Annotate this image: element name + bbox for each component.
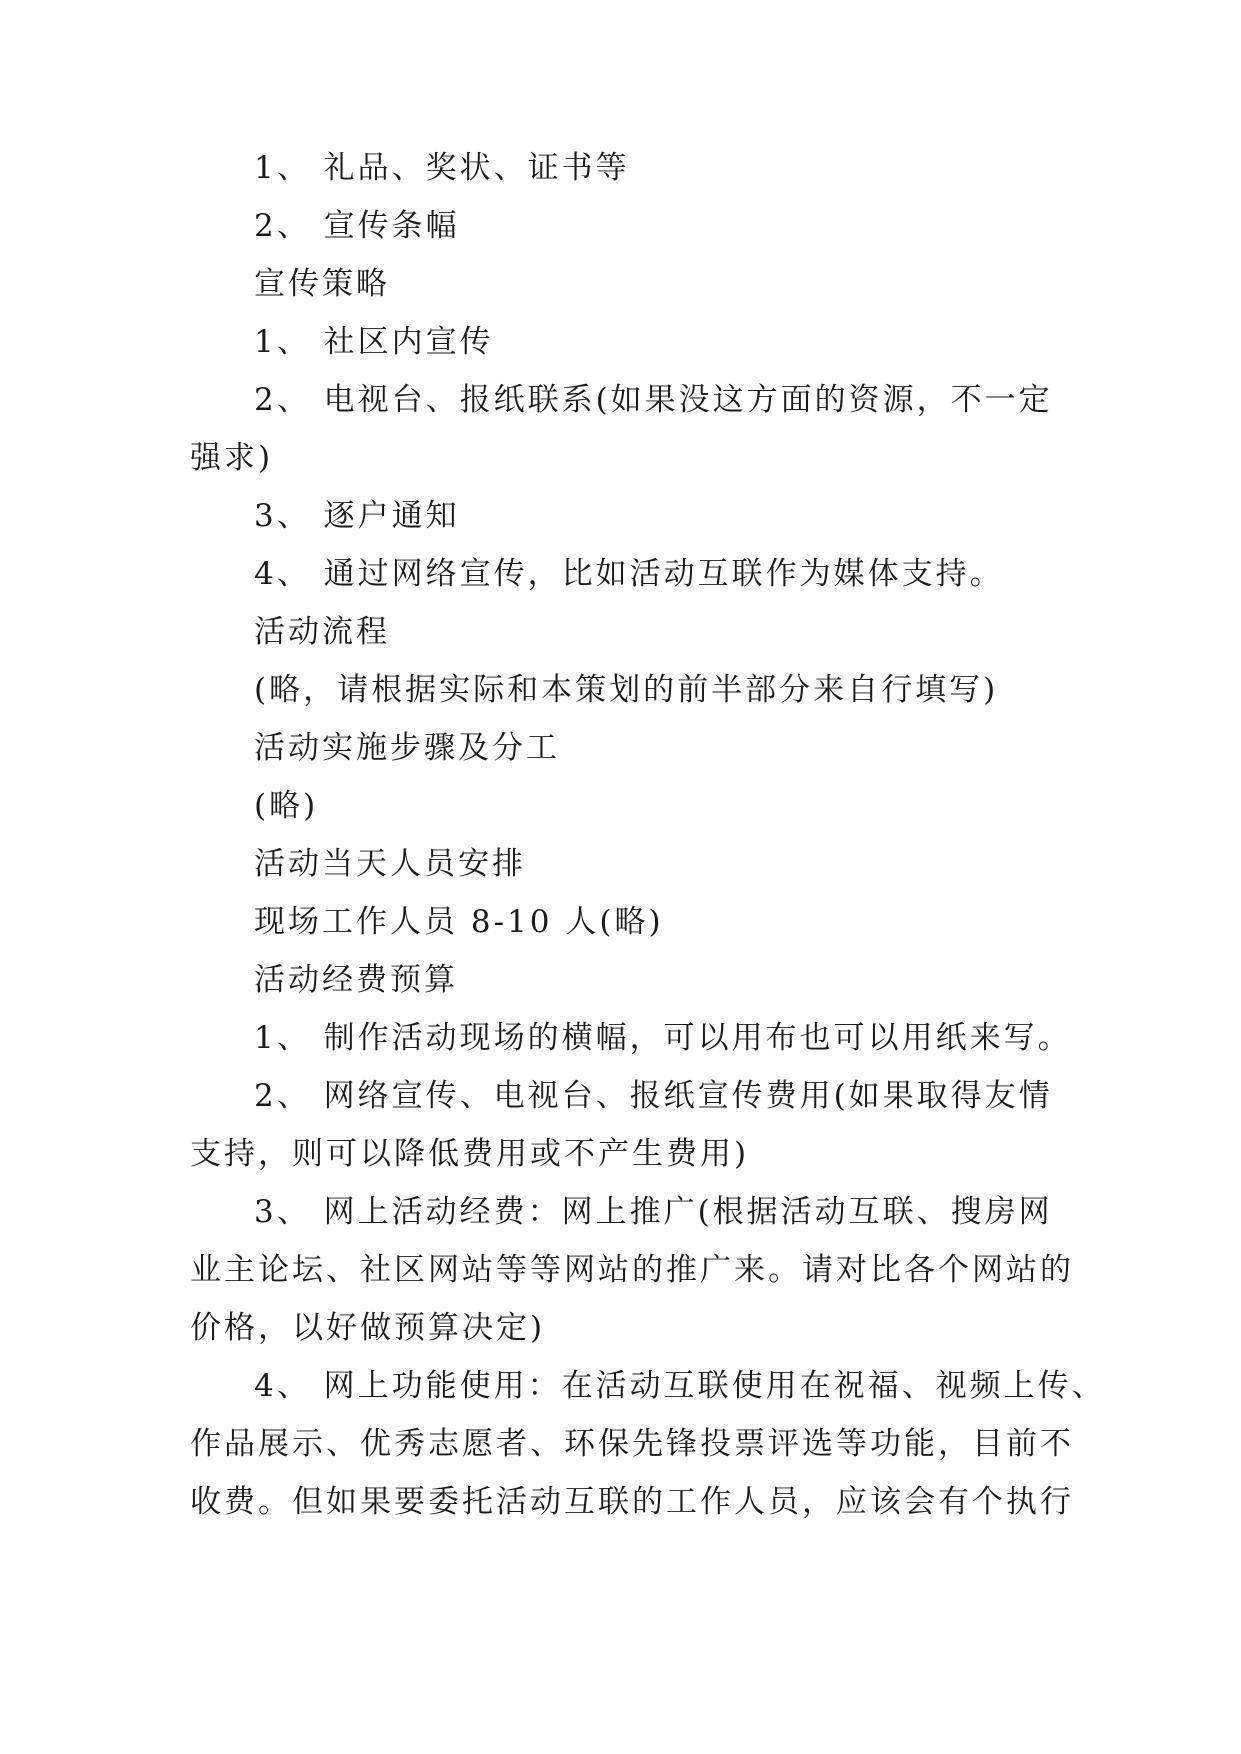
- text-line: 1、 社区内宣传: [254, 324, 494, 360]
- section-heading: 活动经费预算: [254, 962, 458, 998]
- text-line: (略): [254, 788, 319, 824]
- text-line: 3、 网上活动经费：网上推广(根据活动互联、搜房网: [254, 1194, 1053, 1230]
- text-line: 支持，则可以降低费用或不产生费用): [190, 1136, 750, 1172]
- text-line: (略，请根据实际和本策划的前半部分来自行填写): [254, 672, 999, 708]
- section-heading: 宣传策略: [254, 266, 390, 302]
- section-heading: 活动当天人员安排: [254, 846, 526, 882]
- text-line: 1、 礼品、奖状、证书等: [254, 150, 630, 186]
- text-line: 业主论坛、社区网站等等网站的推广来。请对比各个网站的: [190, 1252, 1074, 1288]
- text-line: 收费。但如果要委托活动互联的工作人员，应该会有个执行: [190, 1484, 1074, 1520]
- text-line: 2、 宣传条幅: [254, 208, 460, 244]
- text-line: 现场工作人员 8-10 人(略): [254, 904, 664, 940]
- text-line: 2、 网络宣传、电视台、报纸宣传费用(如果取得友情: [254, 1078, 1053, 1114]
- text-line: 2、 电视台、报纸联系(如果没这方面的资源，不一定: [254, 382, 1053, 418]
- text-line: 价格，以好做预算决定): [190, 1310, 546, 1346]
- text-line: 作品展示、优秀志愿者、环保先锋投票评选等功能，目前不: [190, 1426, 1074, 1462]
- section-heading: 活动流程: [254, 614, 390, 650]
- text-line: 4、 网上功能使用：在活动互联使用在祝福、视频上传、: [254, 1368, 1106, 1404]
- text-line: 4、 通过网络宣传，比如活动互联作为媒体支持。: [254, 556, 1004, 592]
- text-line: 强求): [190, 440, 274, 476]
- text-line: 1、 制作活动现场的横幅，可以用布也可以用纸来写。: [254, 1020, 1072, 1056]
- text-line: 3、 逐户通知: [254, 498, 460, 534]
- section-heading: 活动实施步骤及分工: [254, 730, 560, 766]
